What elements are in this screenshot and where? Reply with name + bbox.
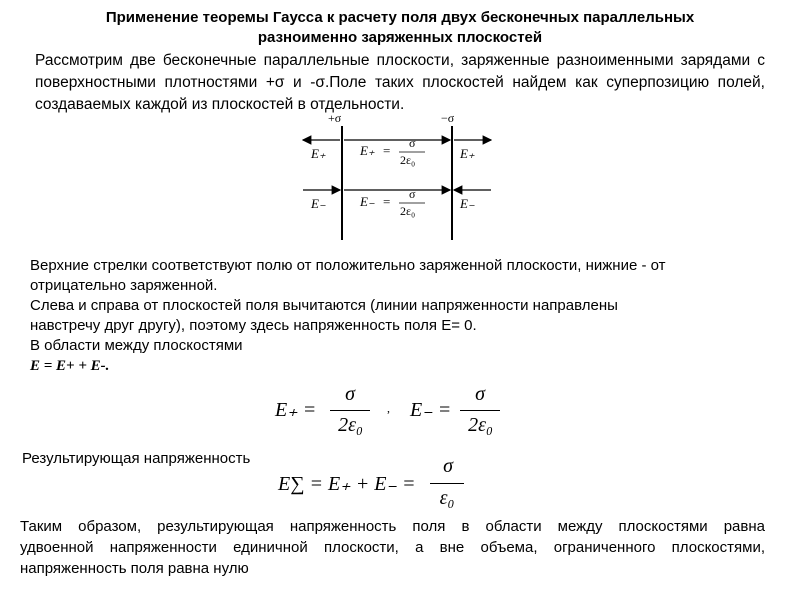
planes-diagram — [295, 108, 495, 243]
e-plus-left: E₊ — [311, 146, 326, 161]
formula-e-sum-lhs: E∑ = E₊ + E₋ = — [278, 473, 416, 495]
formula-e-plus-bar — [330, 410, 370, 411]
frac-den-lower: 2ε₀ — [400, 204, 416, 218]
formula-e-sum-den: ε₀ — [439, 487, 455, 509]
e-minus-middle: E₋ — [360, 194, 375, 209]
formula-e-minus-num: σ — [475, 383, 485, 405]
conclusion-line-3: напряженность поля равна нулю — [20, 560, 249, 577]
formula-e-minus-bar — [460, 410, 500, 411]
formula-e-plus-num: σ — [345, 383, 355, 405]
title-line-2: разноименно заряженных плоскостей — [257, 29, 543, 46]
intro-paragraph — [35, 50, 765, 116]
eq-plus: = — [383, 143, 391, 158]
desc-line-2: отрицательно заряженной. — [30, 277, 218, 294]
formula-separator: , — [387, 401, 390, 415]
formula-e-sum-bar — [430, 483, 464, 484]
frac-num-upper: σ — [409, 136, 416, 150]
minus-sigma-label: −σ — [441, 111, 455, 125]
eq-minus: = — [383, 194, 391, 209]
field-formulas — [275, 383, 515, 443]
slide-title — [60, 8, 740, 48]
formula-e-sum-num: σ — [443, 455, 453, 477]
desc-line-4: навстречу друг другу), поэтому здесь напряженность поля E= 0. — [30, 317, 477, 334]
formula-e-plus-lhs: E₊ = — [275, 399, 317, 421]
sum-equation: E = E+ + E-. — [30, 358, 110, 374]
desc-line-3: Слева и справа от плоскостей поля вычитаются (линии напряженности направлены — [30, 297, 618, 314]
formula-e-plus-den: 2ε₀ — [338, 414, 363, 436]
description-paragraph — [30, 256, 770, 376]
resultant-formula — [278, 455, 478, 515]
intro-line-1: Рассмотрим две бесконечные параллельные плоскости, заряженные разноименными зарядами с — [35, 52, 765, 69]
conclusion-line-2: удвоенной напряженности единичной плоскости, а вне объема, ограниченного плоскостями, — [20, 539, 765, 556]
conclusion-paragraph — [20, 516, 765, 579]
e-plus-right: E₊ — [460, 146, 475, 161]
e-minus-left: E₋ — [311, 196, 326, 211]
formula-e-minus-lhs: E₋ = — [410, 399, 452, 421]
e-minus-right: E₋ — [460, 196, 475, 211]
resultant-label: Результирующая напряженность — [22, 450, 251, 467]
plus-sigma-label: +σ — [328, 111, 342, 125]
intro-line-3: создаваемых каждой из плоскостей в отдельности. — [35, 96, 405, 113]
desc-line-5: В области между плоскостями — [30, 337, 243, 354]
frac-num-lower: σ — [409, 187, 416, 201]
desc-line-1: Верхние стрелки соответствуют полю от положительно заряженной плоскости, нижние - от — [30, 257, 666, 274]
e-plus-middle: E₊ — [360, 143, 375, 158]
intro-line-2: поверхностными плотностями +σ и -σ.Поле таких плоскостей найдем как суперпозицию полей, — [35, 74, 765, 91]
conclusion-line-1: Таким образом, результирующая напряженность поля в области между плоскостями равна — [20, 518, 765, 535]
formula-e-minus-den: 2ε₀ — [468, 414, 493, 436]
frac-den-upper: 2ε₀ — [400, 153, 416, 167]
title-line-1: Применение теоремы Гаусса к расчету поля двух бесконечных параллельных — [105, 9, 695, 26]
